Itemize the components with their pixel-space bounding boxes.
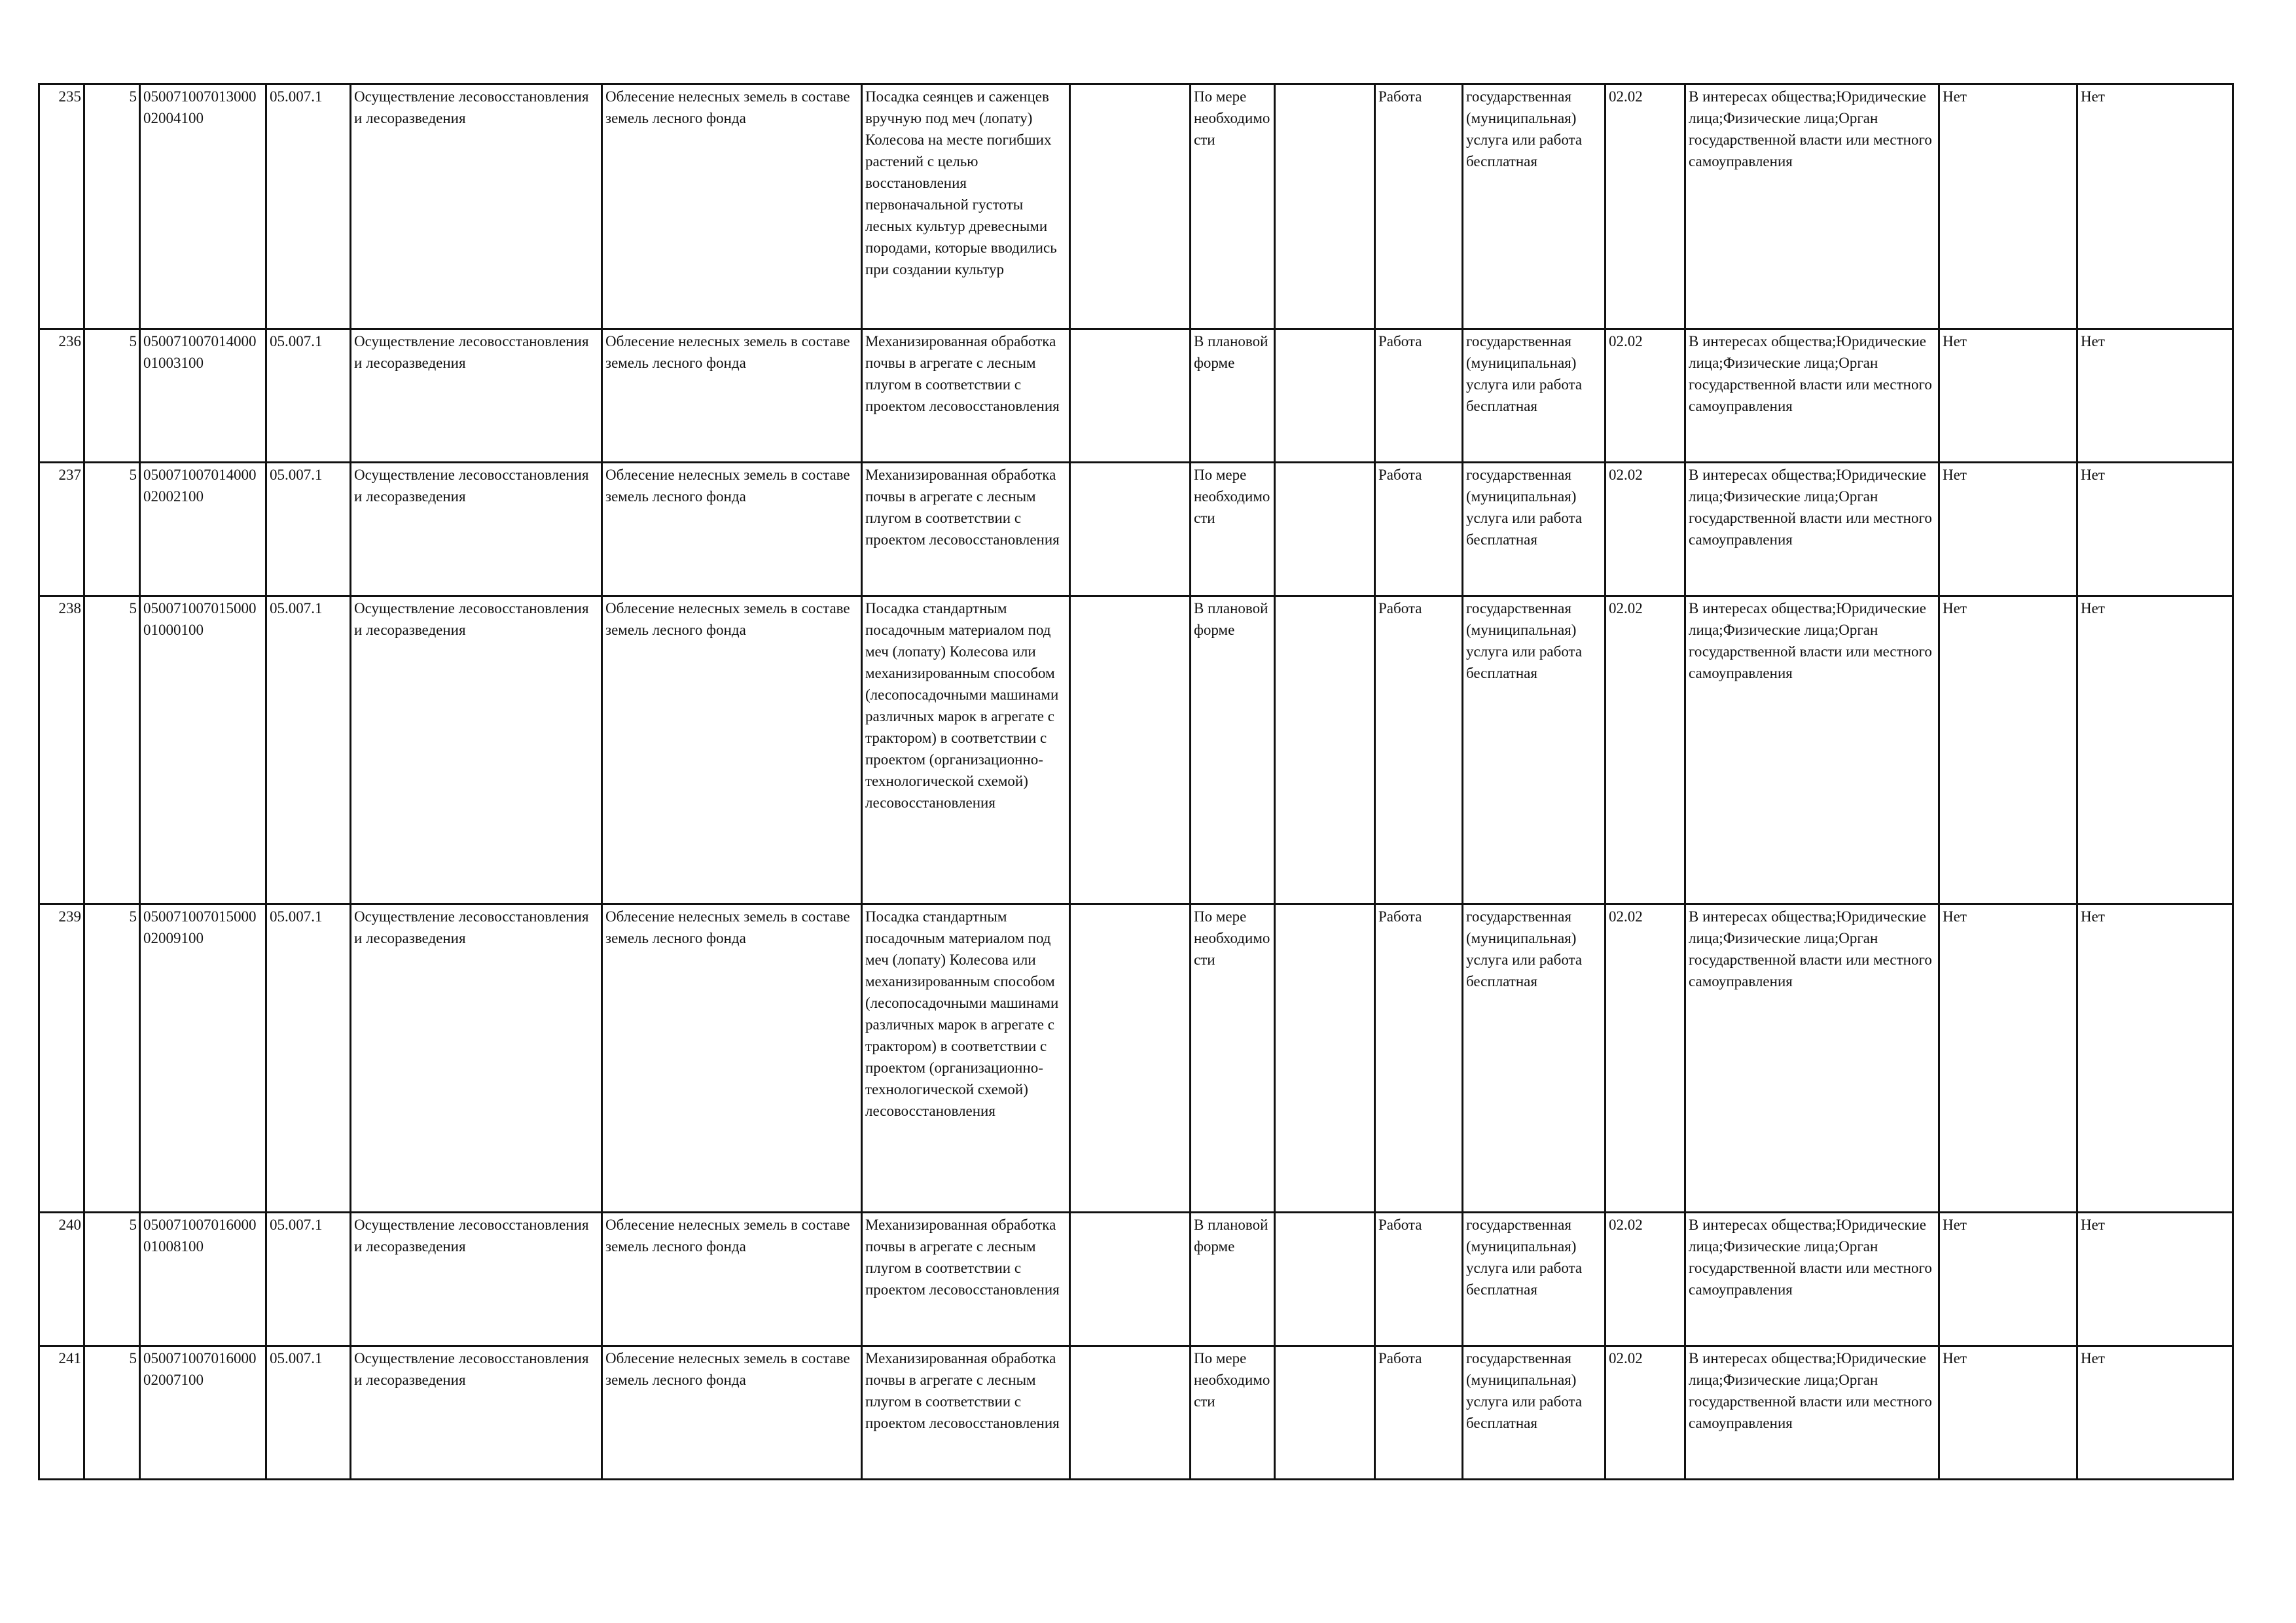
activity-name: Осуществление лесовосстановления и лесоразведения	[351, 1213, 602, 1346]
work-subject: Облесение нелесных земель в составе земель лесного фонда	[602, 1213, 862, 1346]
reference-code: 02.02	[1605, 84, 1685, 329]
work-subject: Облесение нелесных земель в составе земель лесного фонда	[602, 84, 862, 329]
table-row	[39, 1213, 2233, 1346]
flag-value: Нет	[1939, 1213, 2077, 1346]
table-row	[39, 329, 2233, 463]
section-code: 5	[84, 1213, 140, 1346]
activity-name: Осуществление лесовосстановления и лесоразведения	[351, 84, 602, 329]
okved-code: 05.007.1	[266, 84, 351, 329]
item-type: Работа	[1375, 596, 1463, 904]
empty-cell	[1275, 1213, 1375, 1346]
section-code: 5	[84, 904, 140, 1213]
work-content: Механизированная обработка почвы в агрегате с лесным плугом в соответствии с проектом лесовосстановления	[862, 1346, 1070, 1480]
consumer-categories: В интересах общества;Юридические лица;Физические лица;Орган государственной власти или местного самоуправления	[1685, 596, 1939, 904]
document-page	[38, 83, 2232, 1479]
section-code: 5	[84, 596, 140, 904]
empty-cell	[1275, 904, 1375, 1213]
section-code: 5	[84, 463, 140, 596]
work-subject: Облесение нелесных земель в составе земель лесного фонда	[602, 463, 862, 596]
payment-type: государственная (муниципальная) услуга или работа бесплатная	[1463, 596, 1605, 904]
flag-value: Нет	[2077, 463, 2233, 596]
flag-value: Нет	[1939, 596, 2077, 904]
registry-code: 05007100701500002009100	[140, 904, 266, 1213]
delivery-form: По мере необходимости	[1191, 1346, 1275, 1480]
table-row	[39, 904, 2233, 1213]
empty-cell	[1275, 1346, 1375, 1480]
work-content: Механизированная обработка почвы в агрегате с лесным плугом в соответствии с проектом лесовосстановления	[862, 1213, 1070, 1346]
consumer-categories: В интересах общества;Юридические лица;Физические лица;Орган государственной власти или местного самоуправления	[1685, 84, 1939, 329]
work-content: Механизированная обработка почвы в агрегате с лесным плугом в соответствии с проектом лесовосстановления	[862, 329, 1070, 463]
consumer-categories: В интересах общества;Юридические лица;Физические лица;Орган государственной власти или местного самоуправления	[1685, 904, 1939, 1213]
activity-name: Осуществление лесовосстановления и лесоразведения	[351, 596, 602, 904]
okved-code: 05.007.1	[266, 904, 351, 1213]
flag-value: Нет	[1939, 329, 2077, 463]
consumer-categories: В интересах общества;Юридические лица;Физические лица;Орган государственной власти или местного самоуправления	[1685, 1213, 1939, 1346]
registry-code: 05007100701300002004100	[140, 84, 266, 329]
registry-code: 05007100701400002002100	[140, 463, 266, 596]
empty-cell	[1070, 1213, 1191, 1346]
reference-code: 02.02	[1605, 1346, 1685, 1480]
item-type: Работа	[1375, 84, 1463, 329]
item-type: Работа	[1375, 1213, 1463, 1346]
section-code: 5	[84, 329, 140, 463]
okved-code: 05.007.1	[266, 463, 351, 596]
empty-cell	[1070, 463, 1191, 596]
work-subject: Облесение нелесных земель в составе земель лесного фонда	[602, 904, 862, 1213]
row-number: 239	[39, 904, 84, 1213]
section-code: 5	[84, 84, 140, 329]
empty-cell	[1275, 463, 1375, 596]
okved-code: 05.007.1	[266, 1213, 351, 1346]
registry-code: 05007100701500001000100	[140, 596, 266, 904]
payment-type: государственная (муниципальная) услуга или работа бесплатная	[1463, 1346, 1605, 1480]
item-type: Работа	[1375, 1346, 1463, 1480]
payment-type: государственная (муниципальная) услуга или работа бесплатная	[1463, 463, 1605, 596]
row-number: 235	[39, 84, 84, 329]
table-row	[39, 1346, 2233, 1480]
registry-code: 05007100701400001003100	[140, 329, 266, 463]
delivery-form: В плановой форме	[1191, 596, 1275, 904]
row-number: 238	[39, 596, 84, 904]
flag-value: Нет	[2077, 904, 2233, 1213]
work-content: Посадка стандартным посадочным материалом под меч (лопату) Колесова или механизированным способом (лесопосадочными машинами различных марок в агрегате с трактором) в соответствии с проектом (организационно-технологической схемой) лесовосстановления	[862, 596, 1070, 904]
work-subject: Облесение нелесных земель в составе земель лесного фонда	[602, 1346, 862, 1480]
empty-cell	[1070, 1346, 1191, 1480]
item-type: Работа	[1375, 329, 1463, 463]
flag-value: Нет	[2077, 1213, 2233, 1346]
reference-code: 02.02	[1605, 904, 1685, 1213]
flag-value: Нет	[1939, 84, 2077, 329]
item-type: Работа	[1375, 463, 1463, 596]
flag-value: Нет	[2077, 329, 2233, 463]
okved-code: 05.007.1	[266, 329, 351, 463]
payment-type: государственная (муниципальная) услуга или работа бесплатная	[1463, 84, 1605, 329]
reference-code: 02.02	[1605, 596, 1685, 904]
work-subject: Облесение нелесных земель в составе земель лесного фонда	[602, 329, 862, 463]
flag-value: Нет	[1939, 463, 2077, 596]
empty-cell	[1070, 84, 1191, 329]
delivery-form: В плановой форме	[1191, 329, 1275, 463]
flag-value: Нет	[2077, 84, 2233, 329]
activity-name: Осуществление лесовосстановления и лесоразведения	[351, 329, 602, 463]
delivery-form: По мере необходимости	[1191, 904, 1275, 1213]
reference-code: 02.02	[1605, 1213, 1685, 1346]
payment-type: государственная (муниципальная) услуга или работа бесплатная	[1463, 329, 1605, 463]
empty-cell	[1275, 329, 1375, 463]
register-table	[38, 83, 2234, 1480]
payment-type: государственная (муниципальная) услуга или работа бесплатная	[1463, 904, 1605, 1213]
consumer-categories: В интересах общества;Юридические лица;Физические лица;Орган государственной власти или местного самоуправления	[1685, 463, 1939, 596]
activity-name: Осуществление лесовосстановления и лесоразведения	[351, 1346, 602, 1480]
reference-code: 02.02	[1605, 463, 1685, 596]
work-content: Посадка сеянцев и саженцев вручную под меч (лопату) Колесова на месте погибших растений с целью восстановления первоначальной густоты лесных культур древесными породами, которые вводились при создании культур	[862, 84, 1070, 329]
empty-cell	[1070, 329, 1191, 463]
table-row	[39, 463, 2233, 596]
activity-name: Осуществление лесовосстановления и лесоразведения	[351, 904, 602, 1213]
section-code: 5	[84, 1346, 140, 1480]
activity-name: Осуществление лесовосстановления и лесоразведения	[351, 463, 602, 596]
reference-code: 02.02	[1605, 329, 1685, 463]
empty-cell	[1070, 904, 1191, 1213]
row-number: 236	[39, 329, 84, 463]
registry-code: 05007100701600001008100	[140, 1213, 266, 1346]
item-type: Работа	[1375, 904, 1463, 1213]
empty-cell	[1275, 84, 1375, 329]
empty-cell	[1275, 596, 1375, 904]
consumer-categories: В интересах общества;Юридические лица;Физические лица;Орган государственной власти или местного самоуправления	[1685, 329, 1939, 463]
empty-cell	[1070, 596, 1191, 904]
work-subject: Облесение нелесных земель в составе земель лесного фонда	[602, 596, 862, 904]
table-row	[39, 84, 2233, 329]
work-content: Механизированная обработка почвы в агрегате с лесным плугом в соответствии с проектом лесовосстановления	[862, 463, 1070, 596]
flag-value: Нет	[2077, 596, 2233, 904]
okved-code: 05.007.1	[266, 1346, 351, 1480]
delivery-form: По мере необходимости	[1191, 463, 1275, 596]
flag-value: Нет	[1939, 904, 2077, 1213]
payment-type: государственная (муниципальная) услуга или работа бесплатная	[1463, 1213, 1605, 1346]
flag-value: Нет	[1939, 1346, 2077, 1480]
row-number: 241	[39, 1346, 84, 1480]
registry-code: 05007100701600002007100	[140, 1346, 266, 1480]
table-row	[39, 596, 2233, 904]
consumer-categories: В интересах общества;Юридические лица;Физические лица;Орган государственной власти или местного самоуправления	[1685, 1346, 1939, 1480]
row-number: 237	[39, 463, 84, 596]
delivery-form: В плановой форме	[1191, 1213, 1275, 1346]
flag-value: Нет	[2077, 1346, 2233, 1480]
okved-code: 05.007.1	[266, 596, 351, 904]
work-content: Посадка стандартным посадочным материалом под меч (лопату) Колесова или механизированным способом (лесопосадочными машинами различных марок в агрегате с трактором) в соответствии с проектом (организационно-технологической схемой) лесовосстановления	[862, 904, 1070, 1213]
row-number: 240	[39, 1213, 84, 1346]
delivery-form: По мере необходимости	[1191, 84, 1275, 329]
